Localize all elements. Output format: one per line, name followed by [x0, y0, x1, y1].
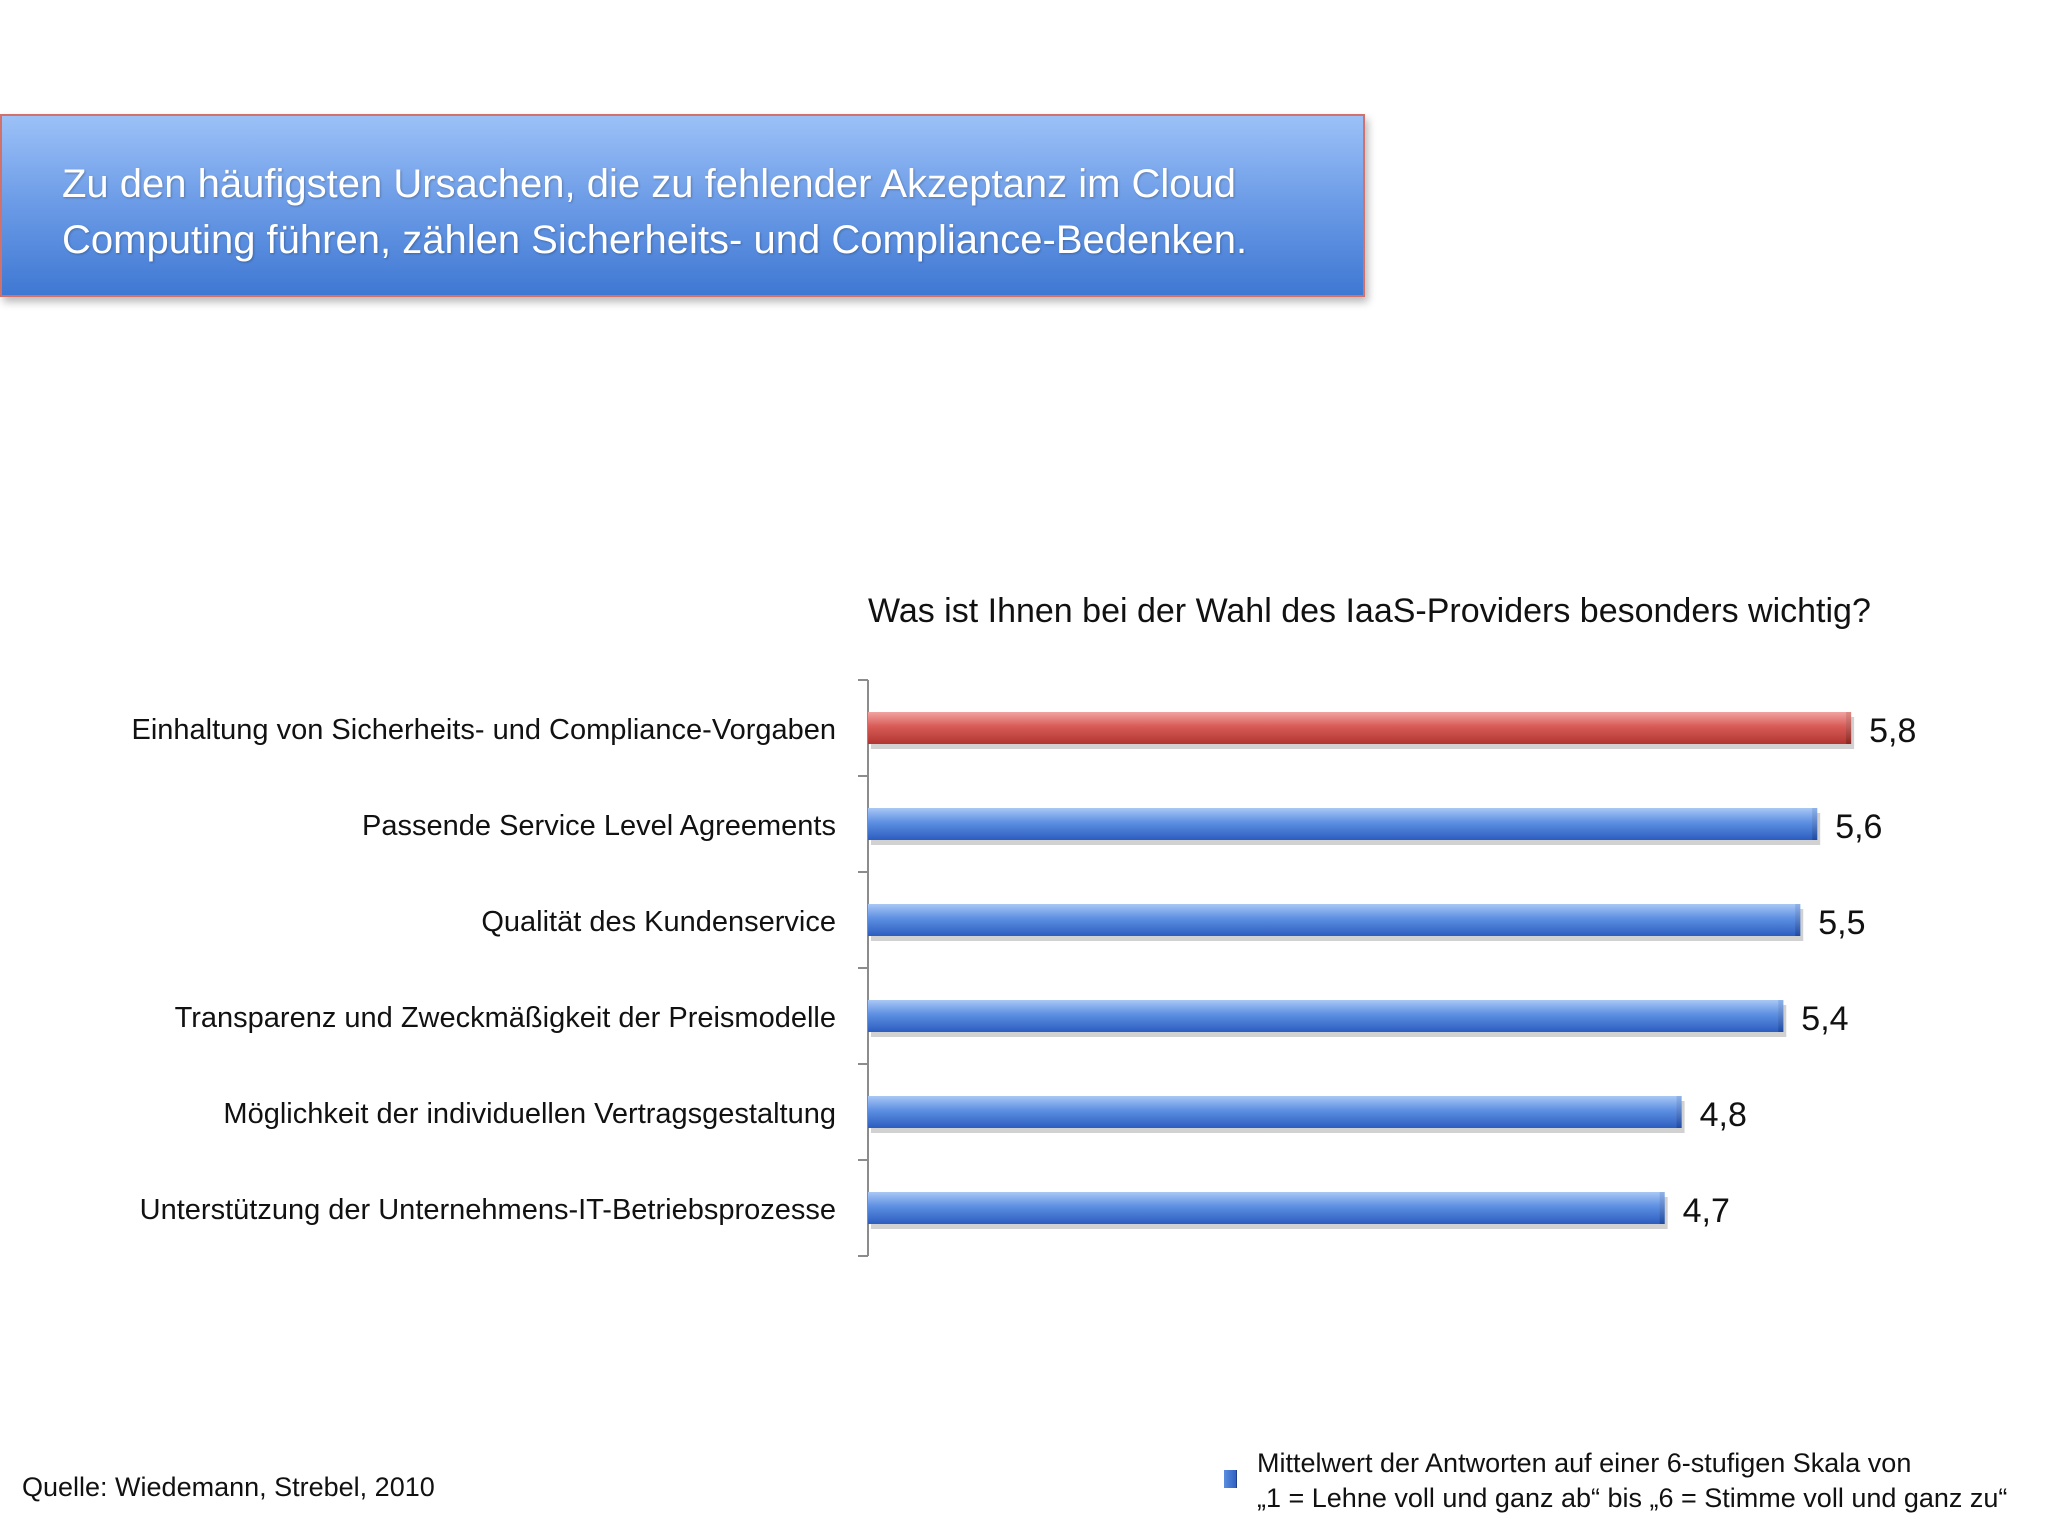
chart-title: Was ist Ihnen bei der Wahl des IaaS-Providers besonders wichtig?: [868, 592, 1871, 630]
bars-group: [132, 680, 1917, 1256]
value-label: 4,8: [1699, 1096, 1747, 1134]
category-label: Möglichkeit der individuellen Vertragsgestaltung: [223, 1098, 836, 1130]
value-label: 5,6: [1835, 808, 1883, 846]
category-label: Einhaltung von Sicherheits- und Compliance-Vorgaben: [131, 714, 836, 746]
category-label: Unterstützung der Unternehmens-IT-Betriebsprozesse: [139, 1194, 836, 1226]
bar-end-cap: [1812, 808, 1817, 840]
bar-end-cap: [1660, 1192, 1665, 1224]
bar: [868, 1000, 1783, 1032]
headline-line-2: Computing führen, zählen Sicherheits- und Compliance-Bedenken.: [62, 218, 1248, 262]
value-label: 4,7: [1682, 1192, 1730, 1230]
value-label: 5,4: [1801, 1000, 1849, 1038]
bar-end-cap: [1778, 1000, 1783, 1032]
bar: [868, 808, 1817, 840]
value-label: 5,5: [1818, 904, 1866, 942]
legend-line-2: „1 = Lehne voll und ganz ab“ bis „6 = Stimme voll und ganz zu“: [1257, 1483, 2008, 1513]
headline-line-1: Zu den häufigsten Ursachen, die zu fehlender Akzeptanz im Cloud: [62, 162, 1237, 206]
bar-end-cap: [1677, 1096, 1682, 1128]
bar-end-cap: [1846, 712, 1851, 744]
source-citation: Quelle: Wiedemann, Strebel, 2010: [22, 1472, 435, 1502]
value-label: 5,8: [1869, 712, 1917, 750]
category-label: Transparenz und Zweckmäßigkeit der Preismodelle: [174, 1002, 836, 1034]
bar: [868, 1192, 1665, 1224]
legend-marker: [1224, 1470, 1237, 1488]
category-label: Passende Service Level Agreements: [362, 810, 836, 842]
legend-line-1: Mittelwert der Antworten auf einer 6-stufigen Skala von: [1257, 1448, 1912, 1478]
bar: [868, 1096, 1682, 1128]
bar: [868, 904, 1800, 936]
bar-highlight: [868, 712, 1851, 744]
category-label: Qualität des Kundenservice: [481, 906, 836, 938]
legend: [1257, 1446, 2007, 1516]
bar-end-cap: [1795, 904, 1800, 936]
